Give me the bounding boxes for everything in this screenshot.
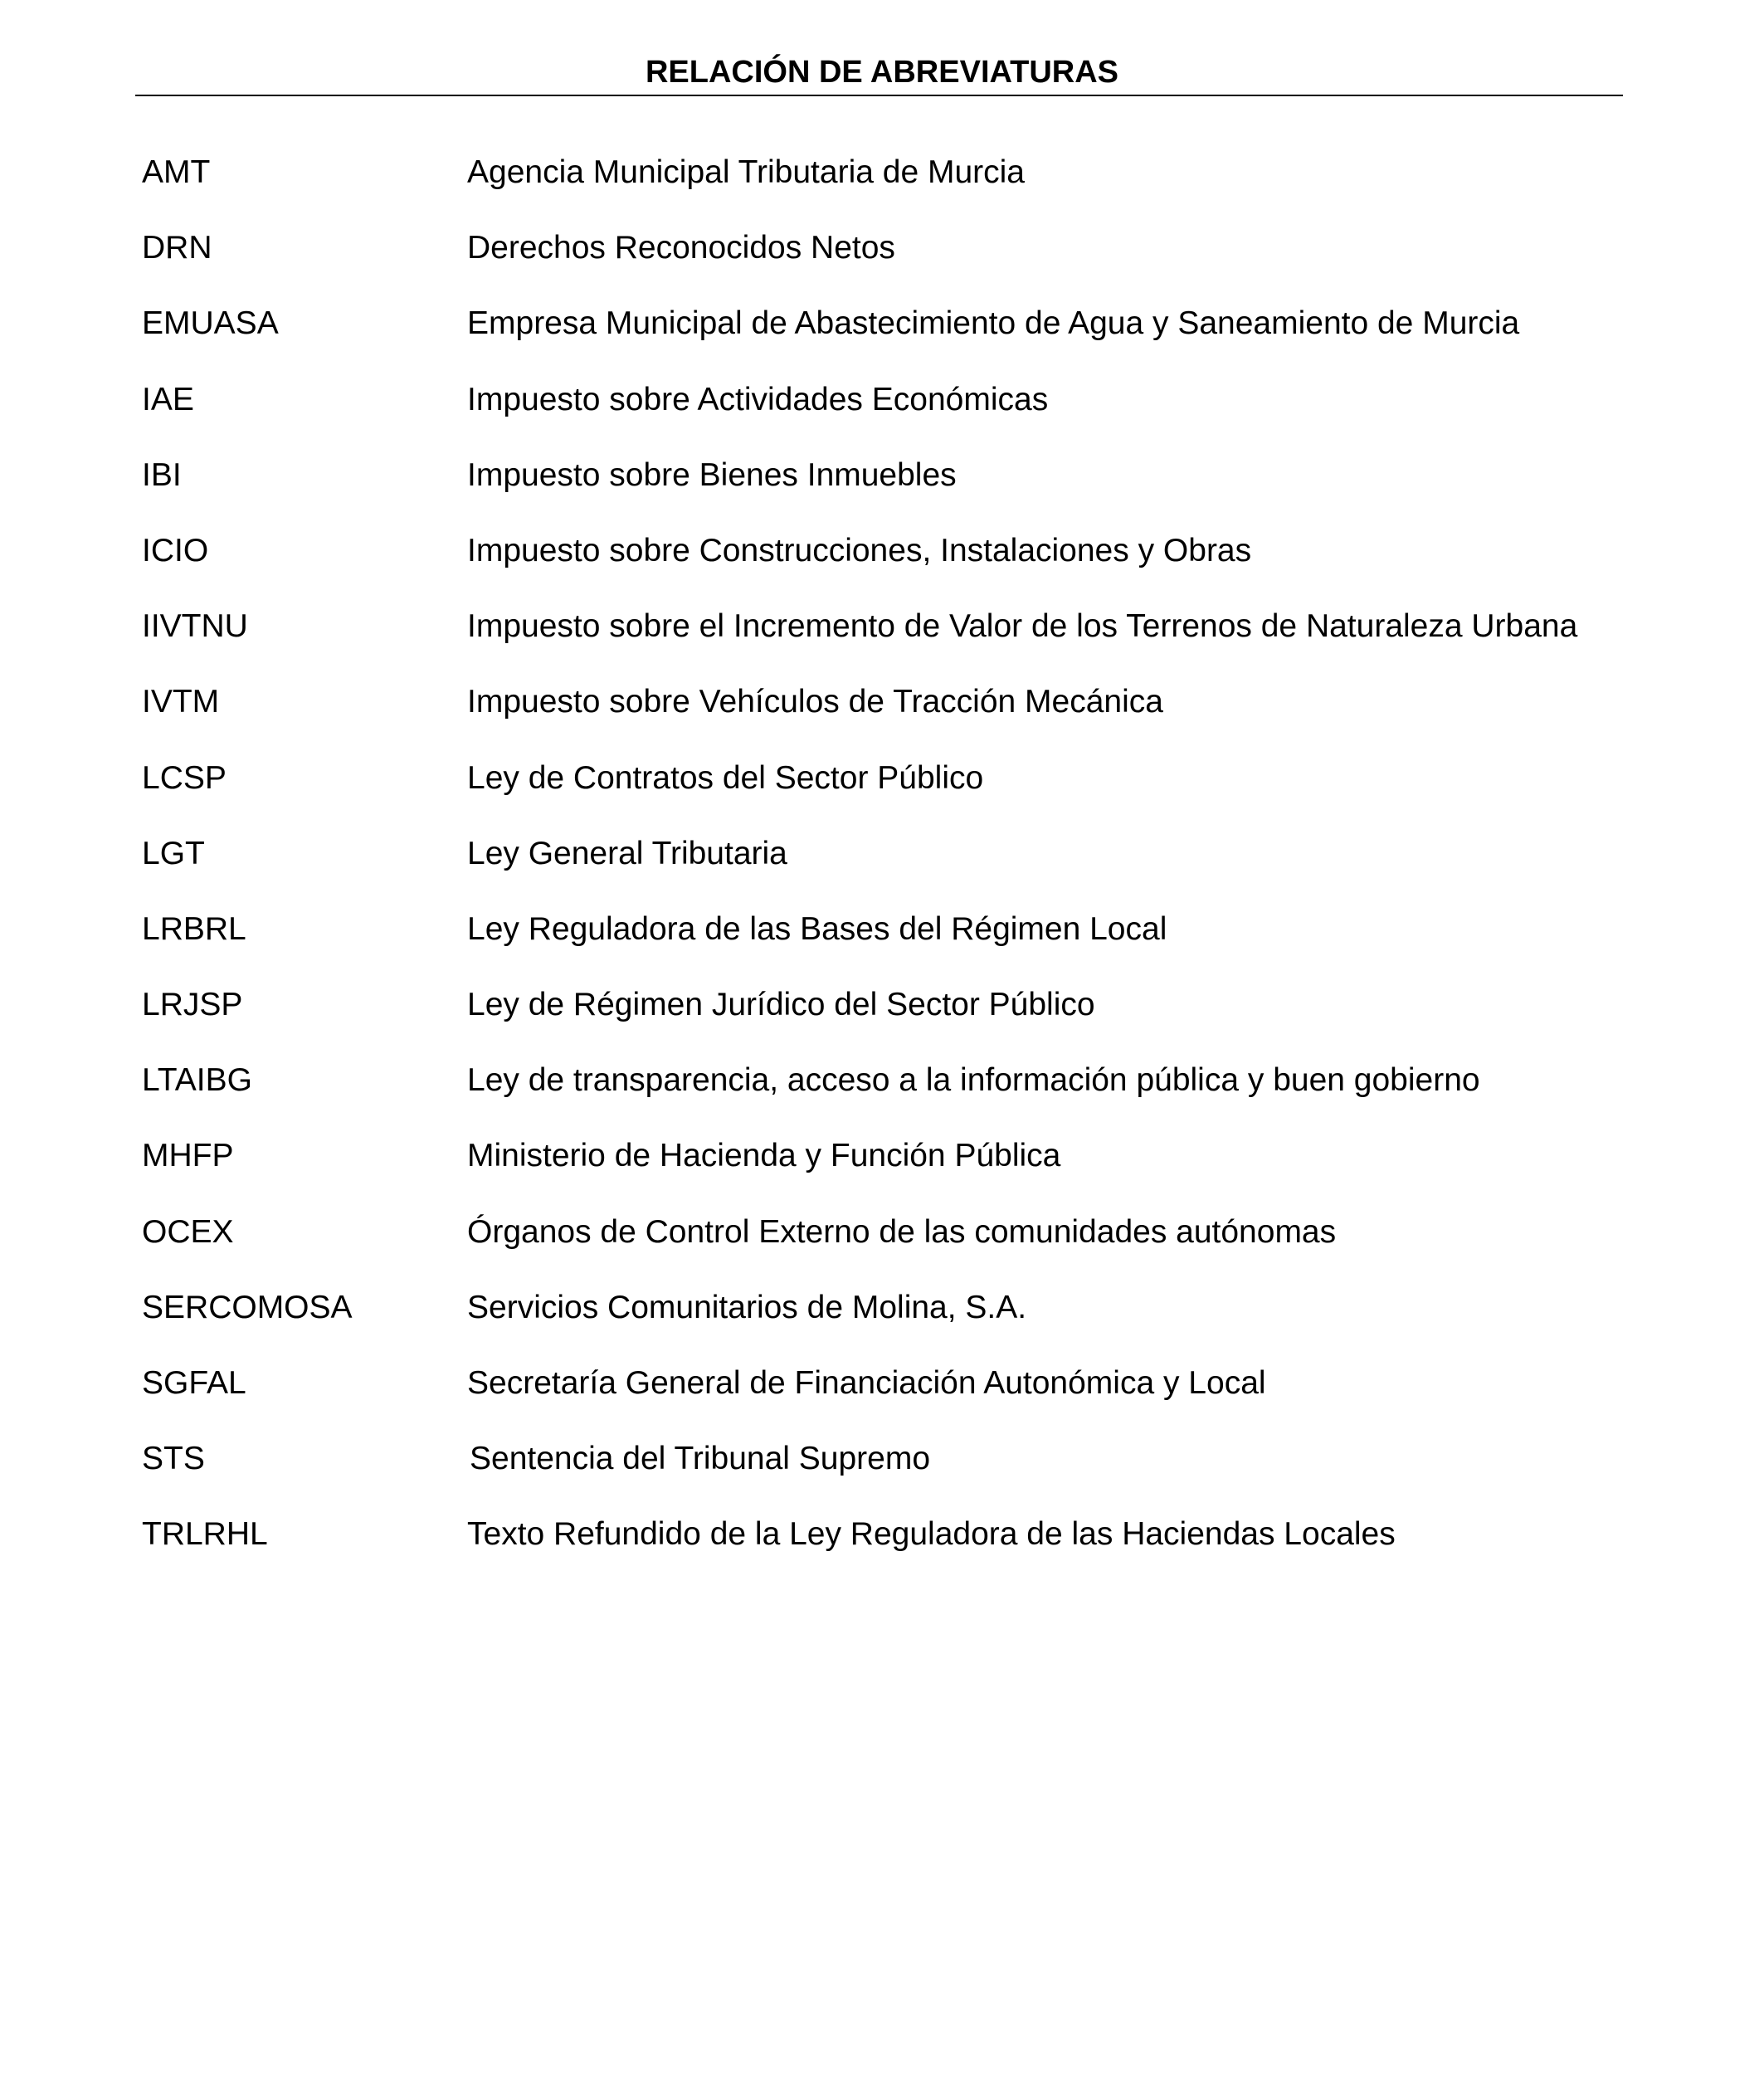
abbreviation-description: Impuesto sobre Vehículos de Tracción Mecánica <box>467 684 1163 720</box>
abbreviation-row <box>0 967 1764 1042</box>
abbreviation-row <box>0 1118 1764 1193</box>
abbreviation-row <box>0 1270 1764 1345</box>
abbreviation-row <box>0 1194 1764 1270</box>
abbreviation-term: DRN <box>142 230 212 266</box>
abbreviation-term: IVTM <box>142 684 220 720</box>
abbreviation-term: IBI <box>142 456 182 493</box>
abbreviation-list <box>0 134 1764 1573</box>
abbreviation-term: OCEX <box>142 1213 234 1250</box>
abbreviation-description: Texto Refundido de la Ley Reguladora de las Haciendas Locales <box>467 1516 1396 1553</box>
abbreviation-row <box>0 134 1764 210</box>
abbreviation-description: Ley de Régimen Jurídico del Sector Público <box>467 987 1095 1023</box>
abbreviation-row <box>0 816 1764 891</box>
abbreviation-term: SERCOMOSA <box>142 1289 353 1325</box>
abbreviation-term: LTAIBG <box>142 1062 252 1099</box>
abbreviation-description: Ley General Tributaria <box>467 835 787 871</box>
abbreviation-term: ICIO <box>142 532 209 568</box>
abbreviation-row <box>0 1421 1764 1496</box>
abbreviation-description: Impuesto sobre Bienes Inmuebles <box>467 456 957 493</box>
abbreviation-term: STS <box>142 1441 205 1477</box>
abbreviation-term: AMT <box>142 154 211 190</box>
abbreviation-term: TRLRHL <box>142 1516 268 1553</box>
abbreviation-term: IAE <box>142 381 194 417</box>
abbreviation-term: IIVTNU <box>142 608 248 645</box>
abbreviation-description: Órganos de Control Externo de las comunidades autónomas <box>467 1213 1337 1250</box>
abbreviation-term: LRBRL <box>142 910 246 947</box>
abbreviation-row <box>0 1496 1764 1572</box>
abbreviation-description: Ley de transparencia, acceso a la información pública y buen gobierno <box>467 1062 1480 1099</box>
abbreviation-description: Empresa Municipal de Abastecimiento de Agua y Saneamiento de Murcia <box>467 305 1520 342</box>
abbreviation-description: Ley de Contratos del Sector Público <box>467 759 984 796</box>
abbreviation-row <box>0 362 1764 437</box>
abbreviation-row <box>0 1042 1764 1118</box>
abbreviation-row <box>0 664 1764 739</box>
abbreviation-row <box>0 588 1764 664</box>
abbreviation-row <box>0 513 1764 588</box>
abbreviation-row <box>0 891 1764 967</box>
abbreviation-row <box>0 740 1764 816</box>
abbreviation-term: LRJSP <box>142 987 243 1023</box>
page-title: RELACIÓN DE ABREVIATURAS <box>645 55 1119 90</box>
abbreviation-term: SGFAL <box>142 1365 246 1401</box>
abbreviation-description: Derechos Reconocidos Netos <box>467 230 895 266</box>
abbreviation-description: Ministerio de Hacienda y Función Pública <box>467 1138 1061 1174</box>
abbreviation-description: Sentencia del Tribunal Supremo <box>470 1441 931 1477</box>
abbreviation-row <box>0 1345 1764 1421</box>
abbreviation-description: Impuesto sobre Construcciones, Instalaciones y Obras <box>467 532 1252 568</box>
abbreviation-description: Secretaría General de Financiación Autonómica y Local <box>467 1365 1266 1401</box>
abbreviation-description: Ley Reguladora de las Bases del Régimen Local <box>467 910 1167 947</box>
abbreviation-term: LGT <box>142 835 205 871</box>
abbreviation-description: Impuesto sobre Actividades Económicas <box>467 381 1049 417</box>
abbreviation-row <box>0 437 1764 513</box>
abbreviation-description: Servicios Comunitarios de Molina, S.A. <box>467 1289 1027 1325</box>
abbreviation-term: LCSP <box>142 759 227 796</box>
abbreviation-term: EMUASA <box>142 305 279 342</box>
title-underline <box>135 95 1623 96</box>
abbreviation-row <box>0 285 1764 361</box>
abbreviation-description: Agencia Municipal Tributaria de Murcia <box>467 154 1025 190</box>
abbreviation-description: Impuesto sobre el Incremento de Valor de los Terrenos de Naturaleza Urbana <box>467 608 1578 645</box>
abbreviation-term: MHFP <box>142 1138 234 1174</box>
abbreviation-row <box>0 210 1764 285</box>
